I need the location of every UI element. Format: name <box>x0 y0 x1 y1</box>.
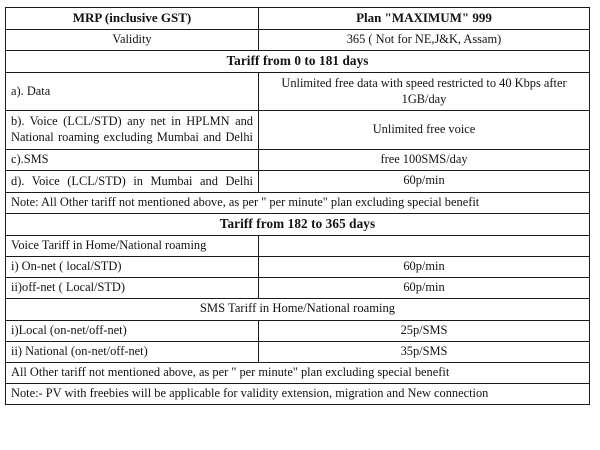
table-row-band-1 <box>6 50 590 72</box>
note-period-1: Note: All Other tariff not mentioned above, as per " per minute" plan excluding special benefit <box>6 192 590 213</box>
section-header-tariff-0-181: Tariff from 0 to 181 days <box>6 50 590 72</box>
section-header-tariff-182-365: Tariff from 182 to 365 days <box>6 213 590 235</box>
section-label-voice-roaming: Voice Tariff in Home/National roaming <box>6 236 259 257</box>
row-label-sms-national: ii) National (on-net/off-net) <box>6 341 259 362</box>
validity-label: Validity <box>6 29 259 50</box>
row-label-data: a). Data <box>6 73 259 111</box>
table-row-sms-local <box>6 320 590 341</box>
note-pv-freebies: Note:- PV with freebies will be applicable for validity extension, migration and New connection <box>6 384 590 405</box>
row-value-sms: free 100SMS/day <box>259 149 590 170</box>
section-label-sms-roaming: SMS Tariff in Home/National roaming <box>6 299 590 320</box>
column-header-plan: Plan "MAXIMUM" 999 <box>259 8 590 30</box>
table-row-data <box>6 73 590 111</box>
table-row-validity <box>6 29 590 50</box>
tariff-sheet <box>5 7 589 450</box>
row-label-off-net: ii)off-net ( Local/STD) <box>6 278 259 299</box>
table-row-voice-section-header <box>6 236 590 257</box>
row-value-off-net: 60p/min <box>259 278 590 299</box>
table-row-note-3 <box>6 384 590 405</box>
row-value-sms-national: 35p/SMS <box>259 341 590 362</box>
table-row-header <box>6 8 590 30</box>
table-row-note-2 <box>6 363 590 384</box>
note-period-2: All Other tariff not mentioned above, as per " per minute" plan excluding special benefit <box>6 363 590 384</box>
table-row-sms <box>6 149 590 170</box>
validity-value: 365 ( Not for NE,J&K, Assam) <box>259 29 590 50</box>
table-row-voice-hplmn <box>6 111 590 149</box>
table-row-band-2 <box>6 213 590 235</box>
column-header-mrp: MRP (inclusive GST) <box>6 8 259 30</box>
table-row-sms-national <box>6 341 590 362</box>
row-label-sms-local: i)Local (on-net/off-net) <box>6 320 259 341</box>
table-row-on-net <box>6 257 590 278</box>
row-label-voice-hplmn: b). Voice (LCL/STD) any net in HPLMN and National roaming excluding Mumbai and Delhi <box>6 111 259 149</box>
table-row-note-1 <box>6 192 590 213</box>
row-label-voice-mumbai-delhi: d). Voice (LCL/STD) in Mumbai and Delhi <box>6 170 259 192</box>
row-label-on-net: i) On-net ( local/STD) <box>6 257 259 278</box>
row-value-data: Unlimited free data with speed restricted to 40 Kbps after 1GB/day <box>259 73 590 111</box>
section-value-voice-roaming <box>259 236 590 257</box>
table-row-off-net <box>6 278 590 299</box>
row-value-voice-mumbai-delhi: 60p/min <box>259 170 590 192</box>
row-value-on-net: 60p/min <box>259 257 590 278</box>
row-value-sms-local: 25p/SMS <box>259 320 590 341</box>
row-value-voice-hplmn: Unlimited free voice <box>259 111 590 149</box>
tariff-table <box>5 7 590 405</box>
table-row-sms-section-header <box>6 299 590 320</box>
row-label-sms: c).SMS <box>6 149 259 170</box>
table-row-voice-mumbai-delhi <box>6 170 590 192</box>
